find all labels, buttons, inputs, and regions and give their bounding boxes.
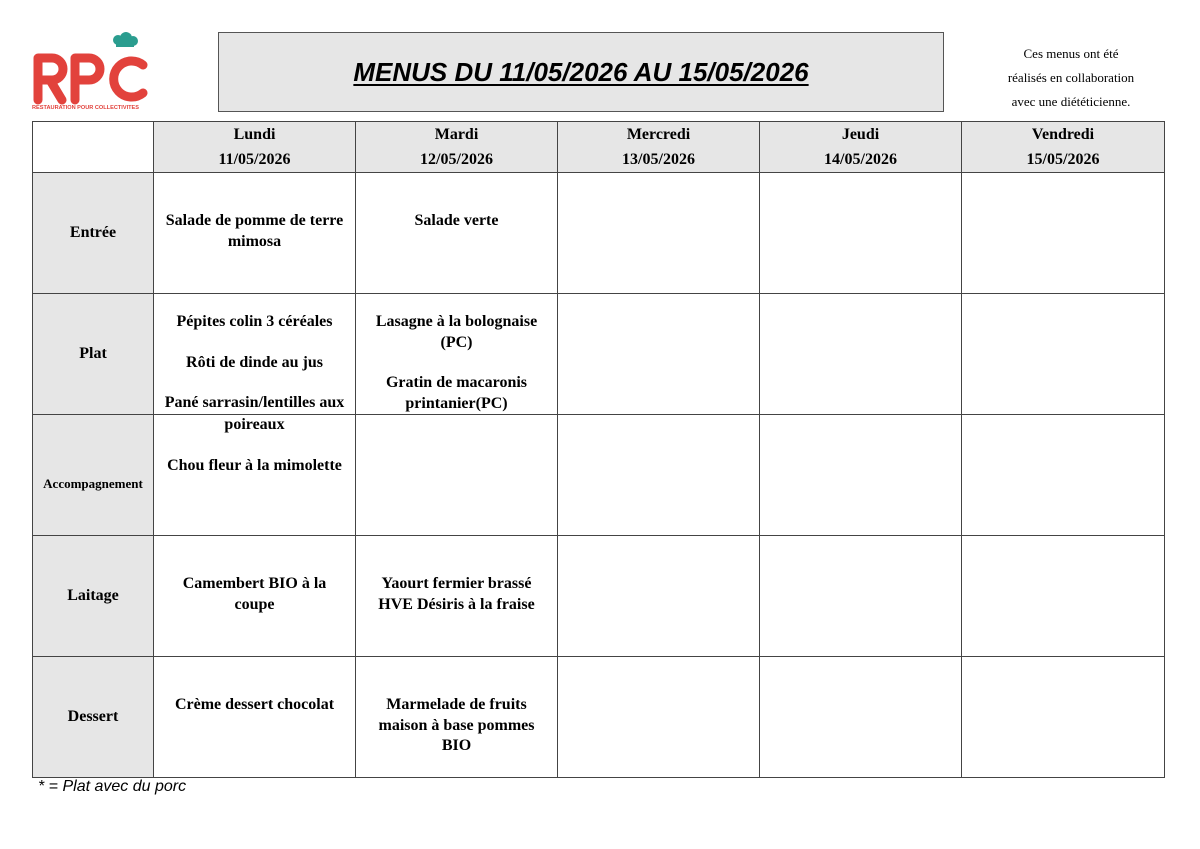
day-date: 15/05/2026 xyxy=(1026,151,1100,168)
corner-cell xyxy=(33,122,154,173)
cell-jeudi-accompagnement xyxy=(760,415,962,536)
day-date: 11/05/2026 xyxy=(218,151,291,168)
day-date: 13/05/2026 xyxy=(622,151,695,168)
dish-line: Rôti de dinde au jus xyxy=(186,353,323,371)
cell-vendredi-dessert xyxy=(962,657,1165,778)
dish-line: poireaux xyxy=(224,416,285,433)
cell-vendredi-plat xyxy=(962,294,1165,415)
row-label-plat: Plat xyxy=(33,294,154,415)
cell-lundi-laitage xyxy=(154,536,356,657)
header-row xyxy=(33,122,1165,173)
dish-line: Crème dessert chocolat xyxy=(174,696,335,713)
row-label-laitage: Laitage xyxy=(33,536,154,657)
menu-table xyxy=(32,121,1165,778)
dish-line: Yaourt fermier brassé xyxy=(381,575,532,592)
row-label-entree: Entrée xyxy=(33,173,154,294)
dish-line: printanier(PC) xyxy=(405,394,508,412)
row-dessert xyxy=(33,657,1165,778)
row-laitage xyxy=(33,536,1165,657)
cell-mercredi-laitage xyxy=(558,536,760,657)
dish-line: Chou fleur à la mimolette xyxy=(167,456,342,474)
cell-jeudi-entree xyxy=(760,173,962,294)
day-name: Mardi xyxy=(434,126,479,143)
logo-tagline: RESTAURATION POUR COLLECTIVITES xyxy=(32,105,140,111)
dish-line: Marmelade de fruits xyxy=(386,696,527,713)
chef-hat-icon xyxy=(113,32,138,47)
dish-line: maison à base pommes xyxy=(378,716,535,734)
day-date: 12/05/2026 xyxy=(420,151,493,168)
day-name: Lundi xyxy=(233,126,276,143)
cell-mercredi-entree xyxy=(558,173,760,294)
day-name: Mercredi xyxy=(626,126,691,143)
day-date: 14/05/2026 xyxy=(824,151,897,168)
cell-mercredi-accompagnement xyxy=(558,415,760,536)
row-accompagnement xyxy=(33,415,1165,536)
cell-mardi-laitage xyxy=(356,536,558,657)
title-box xyxy=(218,32,944,112)
day-header-jeudi xyxy=(760,122,962,173)
cell-vendredi-entree xyxy=(962,173,1165,294)
dish-line: Salade verte xyxy=(414,212,499,229)
note-line: avec une diététicienne. xyxy=(1011,94,1131,109)
cell-lundi-accompagnement xyxy=(154,415,356,536)
dish-line: Gratin de macaronis xyxy=(385,374,528,391)
cell-jeudi-dessert xyxy=(760,657,962,778)
cell-lundi-dessert xyxy=(154,657,356,778)
cell-jeudi-plat xyxy=(760,294,962,415)
day-name: Jeudi xyxy=(841,126,880,143)
cell-mardi-accompagnement xyxy=(356,415,558,536)
rpc-logo-mark xyxy=(32,32,154,106)
page-title: MENUS DU 11/05/2026 AU 15/05/2026 xyxy=(353,56,809,87)
cell-mardi-entree xyxy=(356,173,558,294)
dish-line: HVE Désiris à la fraise xyxy=(378,595,535,613)
day-header-vendredi xyxy=(962,122,1165,173)
dish-line: Pané sarrasin/lentilles aux xyxy=(164,394,345,411)
dish-line: (PC) xyxy=(440,333,473,351)
cell-vendredi-laitage xyxy=(962,536,1165,657)
pork-footnote: * = Plat avec du porc xyxy=(38,778,187,795)
dish-line: Lasagne à la bolognaise xyxy=(375,313,538,330)
row-plat xyxy=(33,294,1165,415)
day-header-mardi xyxy=(356,122,558,173)
cell-mardi-dessert xyxy=(356,657,558,778)
cell-vendredi-accompagnement xyxy=(962,415,1165,536)
row-label-dessert: Dessert xyxy=(33,657,154,778)
cell-lundi-plat xyxy=(154,294,356,415)
cell-jeudi-laitage xyxy=(760,536,962,657)
cell-mardi-plat xyxy=(356,294,558,415)
cell-lundi-entree xyxy=(154,173,356,294)
dish-line: Salade de pomme de terre xyxy=(165,212,344,229)
cell-mercredi-dessert xyxy=(558,657,760,778)
row-label-accompagnement: Accompagnement xyxy=(33,415,154,536)
dish-line: Pépites colin 3 céréales xyxy=(176,313,333,330)
day-header-mercredi xyxy=(558,122,760,173)
day-header-lundi xyxy=(154,122,356,173)
dietitian-note xyxy=(988,42,1154,114)
dish-line: Camembert BIO à la xyxy=(182,575,327,592)
cell-mercredi-plat xyxy=(558,294,760,415)
rpc-logo xyxy=(32,32,154,114)
dish-line: coupe xyxy=(234,595,275,613)
dish-line: BIO xyxy=(441,737,472,754)
note-line: réalisés en collaboration xyxy=(1007,70,1135,85)
day-name: Vendredi xyxy=(1031,126,1095,143)
note-line: Ces menus ont été xyxy=(1023,46,1119,61)
dish-line: mimosa xyxy=(227,232,282,250)
row-entree xyxy=(33,173,1165,294)
